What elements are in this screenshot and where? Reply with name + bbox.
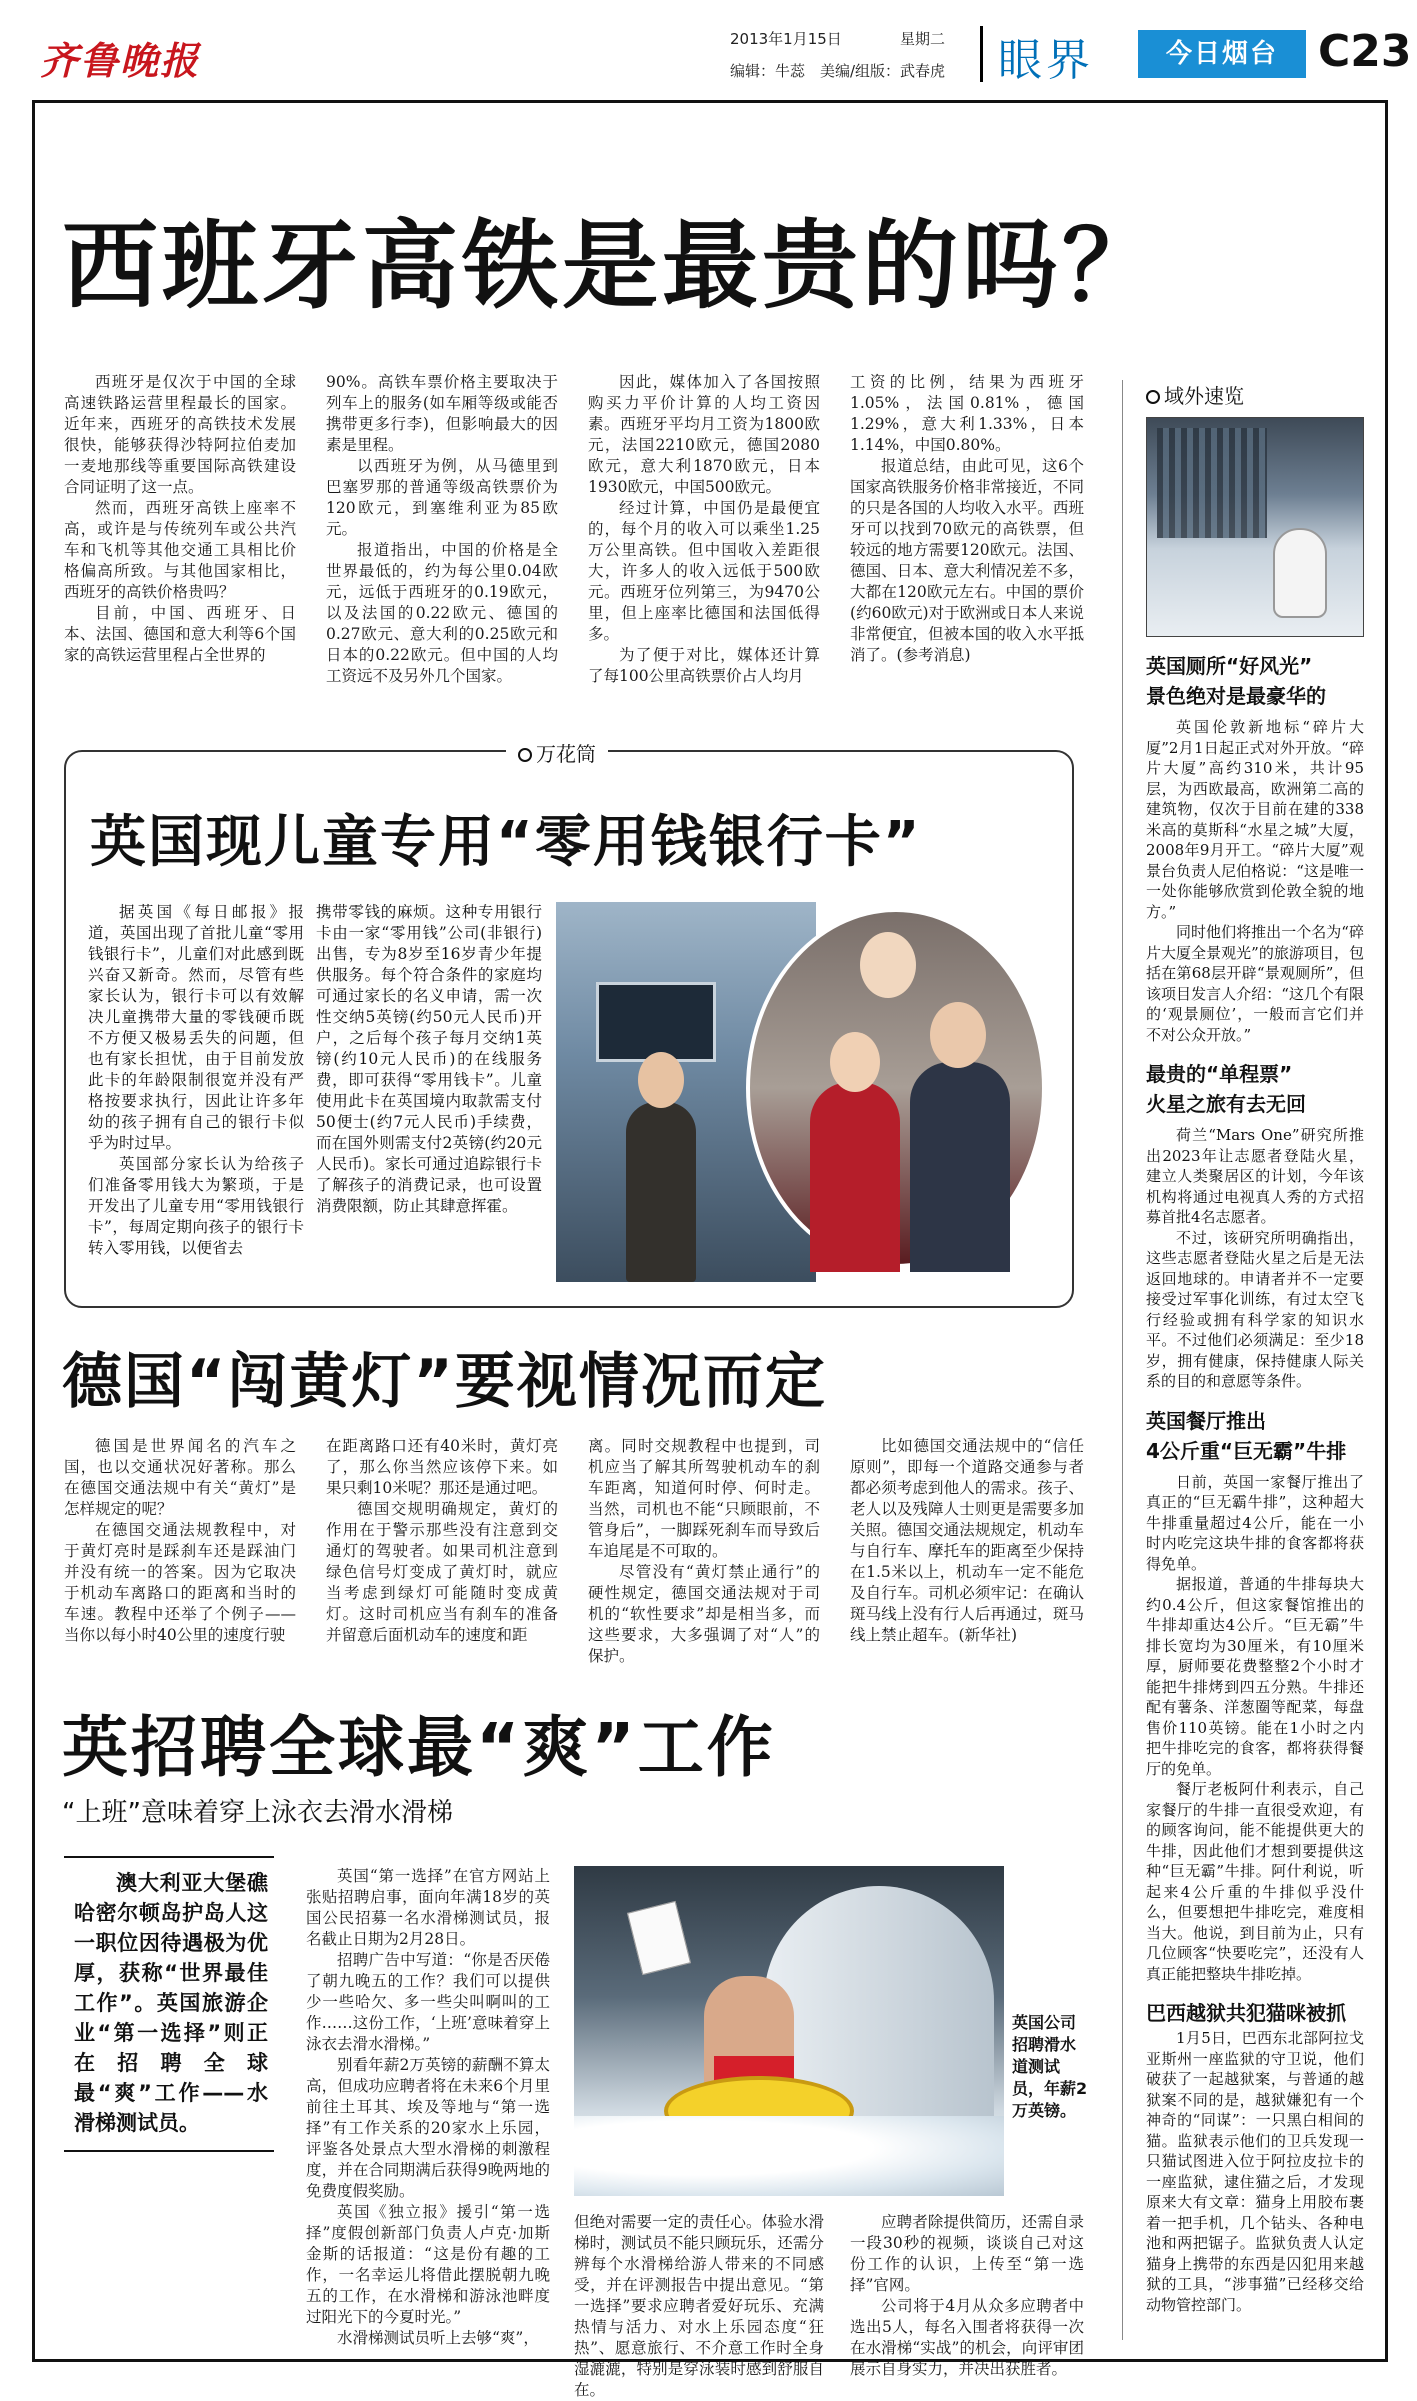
paragraph: 尽管没有“黄灯禁止通行”的硬性规定，德国交通法规对于司机的“软性要求”却是相当多，而这些要求，大多强调了对“人”的保护。 xyxy=(588,1563,820,1665)
water-slide-photo xyxy=(574,1866,1004,2192)
brief-headline: 最贵的“单程票” xyxy=(1146,1062,1293,1086)
box-story-col1 xyxy=(88,902,304,1259)
job-col2 xyxy=(574,2212,824,2401)
child-figure xyxy=(626,1102,696,1282)
brief-headline: 英国厕所“好风光” xyxy=(1146,654,1313,678)
children-bank-card-photo xyxy=(556,902,1056,1282)
toilet-shape xyxy=(1273,528,1327,618)
job-headline: 英招聘全球最“爽”工作 xyxy=(62,1709,776,1786)
paragraph: 应聘者除提供简历，还需自录一段30秒的视频，谈谈自己对这份工作的认识，上传至“第一选择”官网。 xyxy=(850,2213,1084,2294)
box-story-col2 xyxy=(316,902,542,1217)
paragraph: 同时他们将推出一个名为“碎片大厦全景观光”的旅游项目，包括在第68层开辟“景观厕所”，但该项目发言人介绍：“这几个有限的‘观景厕位’，一般而言它们并不对公众开放。” xyxy=(1146,923,1364,1044)
paragraph: 报道指出，中国的价格是全世界最低的，约为每公里0.04欧元，远低于西班牙的0.19欧元，以及法国的0.22欧元、德国的0.27欧元、意大利的0.25欧元和日本的0.22欧元。但中国的人均工资远不及另外几个国家。 xyxy=(326,541,558,685)
paragraph: 英国伦敦新地标“碎片大厦”2月1日起正式对外开放。“碎片大厦”高约310米，共计95层，为西欧最高，欧洲第二高的建筑物，仅次于目前在建的338米高的莫斯科“水星之城”大厦，2008年9月开工。“碎片大厦”观景台负责人尼伯格说：“这是唯一一处你能够欣赏到伦敦全貌的地方。” xyxy=(1146,718,1364,921)
brief-headline: 巴西越狱共犯猫咪被抓 xyxy=(1146,2001,1346,2025)
brief-subhead: 4公斤重“巨无霸”牛排 xyxy=(1146,1438,1347,1463)
paragraph: 以西班牙为例，从马德里到巴塞罗那的普通等级高铁票价为120欧元，到塞维利亚为85欧元。 xyxy=(326,457,558,538)
water-splash-shape xyxy=(574,2116,1004,2196)
brief-body xyxy=(1146,1125,1364,1392)
issue-weekday: 星期二 xyxy=(900,30,946,48)
box-tag xyxy=(506,738,608,767)
sidebar-tag xyxy=(1146,380,1364,409)
page-number: C23 xyxy=(1318,26,1412,77)
paragraph: 英国“第一选择”在官方网站上张贴招聘启事，面向年满18岁的英国公民招募一名水滑梯测试员，报名截止日期为2月28日。 xyxy=(306,1867,550,1948)
paragraph: 离。同时交规教程中也提到，司机应当了解其所驾驶机动车的刹车距离，知道何时停、何时走。当然，司机也不能“只顾眼前，不管身后”，一脚踩死刹车而导致后车追尾是不可取的。 xyxy=(588,1437,820,1560)
girl-face xyxy=(830,1032,880,1092)
sidebar-briefs xyxy=(1146,380,1364,2340)
paragraph: 在德国交通法规教程中，对于黄灯亮时是踩刹车还是踩油门并没有统一的答案。因为它取决于机动车离路口的距离和当时的车速。教程中还举了个例子——当你以每小时40公里的速度行驶 xyxy=(64,1521,296,1644)
paragraph: 别看年薪2万英镑的薪酬不算太高，但成功应聘者将在未来6个月里前往土耳其、埃及等地与“第一选择”有工作关系的20家水上乐园，评鉴各处景点大型水滑梯的刺激程度，并在合同期满后获得9晚两地的免费度假奖励。 xyxy=(306,2056,550,2200)
paragraph: 英国部分家长认为给孩子们准备零用钱大为繁琐，于是开发出了儿童专用“零用钱银行卡”，每周定期向孩子的银行卡转入零用钱，以便省去 xyxy=(88,1155,304,1257)
paragraph: 日前，英国一家餐厅推出了真正的“巨无霸牛排”，这种超大牛排重量超过4公斤，能在一小时内吃完这块牛排的食客都将获得免单。 xyxy=(1146,1472,1364,1573)
job-lead xyxy=(64,1856,274,2152)
paragraph: 据报道，普通的牛排每块大约0.4公斤，但这家餐馆推出的牛排却重达4公斤。“巨无霸”牛排长宽均为30厘米，有10厘米厚，厨师要花费整整2个小时才能把牛排烤到四五分熟。牛排还配有薯条、洋葱圈等配菜，每盘售价110英镑。能在1小时之内把牛排吃完的食客，都将获得餐厅的免单。 xyxy=(1146,1575,1364,1778)
paragraph: 因此，媒体加入了各国按照购买力平价计算的人均工资因素。西班牙平均月工资为1800欧元，法国2210欧元，德国2080欧元，意大利1870欧元，日本1930欧元，中国500欧元。 xyxy=(588,373,820,496)
job-subhead: “上班”意味着穿上泳衣去滑水滑梯 xyxy=(62,1798,453,1828)
job-col3 xyxy=(850,2212,1084,2380)
brief-headline: 英国餐厅推出 xyxy=(1146,1408,1266,1433)
brief-subhead: 景色绝对是最豪华的 xyxy=(1146,684,1326,708)
main-story-col1 xyxy=(64,372,296,666)
toilet-view-photo xyxy=(1146,417,1364,637)
germany-col4 xyxy=(850,1436,1084,1646)
boy-face xyxy=(930,1002,986,1068)
newspaper-logo: 齐鲁晚报 xyxy=(40,38,201,83)
main-story-col2 xyxy=(326,372,558,687)
paragraph: 比如德国交通法规中的“信任原则”，即每一个道路交通参与者都必须考虑到他人的需求。孩子、老人以及残障人士则更是需要多加关照。德国交通法规规定，机动车与自行车、摩托车的距离至少保持在1.5米以上，机动车一定不能危及自行车。司机必须牢记：在确认斑马线上没有行人后再通过，斑马线上禁止超车。(新华社) xyxy=(850,1437,1084,1644)
circle-icon xyxy=(518,748,532,762)
section-name: 眼界 xyxy=(998,35,1094,86)
sidebar-tag-label: 域外速览 xyxy=(1164,384,1244,408)
masthead-divider xyxy=(980,26,983,82)
paragraph: 公司将于4月从众多应聘者中选出5人，每名入围者将获得一次在水滑梯“实战”的机会，向评审团展示自身实力，并决出获胜者。 xyxy=(850,2297,1084,2378)
brief-body xyxy=(1146,2028,1364,2315)
paragraph: 英国《独立报》援引“第一选择”度假创新部门负责人卢克·加斯金斯的话报道：“这是份有趣的工作，一名幸运儿将借此摆脱朝九晚五的工作，在水滑梯和游泳池畔度过阳光下的今夏时光。” xyxy=(306,2203,550,2326)
main-story-col4 xyxy=(850,372,1084,666)
paragraph: 德国是世界闻名的汽车之国，也以交通状况好著称。那么在德国交通法规中有关“黄灯”是怎样规定的呢？ xyxy=(64,1437,296,1518)
brief-body xyxy=(1146,1472,1364,1985)
paragraph: 不过，该研究所明确指出，这些志愿者登陆火星之后是无法返回地球的。申请者并不一定要接受过军事化训练，有过太空飞行经验或拥有科学家的知识水平。不过他们必须满足：至少18岁，拥有健康，保持健康人际关系的目的和意愿等条件。 xyxy=(1146,1228,1364,1390)
sidebar-divider xyxy=(1122,380,1123,2340)
main-headline: 西班牙高铁是最贵的吗？ xyxy=(62,210,1162,322)
germany-col1 xyxy=(64,1436,296,1646)
adult-face xyxy=(860,932,916,998)
paragraph: 据英国《每日邮报》报道，英国出现了首批儿童“零用钱银行卡”，儿童们对此感到既兴奋又新奇。然而，尽管有些家长认为，银行卡可以有效解决儿童携带大量的零钱硬币既不方便又极易丢失的问题，但也有家长担忧，由于目前发放此卡的年龄限制很宽并没有严格按要求执行，因此让许多年幼的孩子拥有自己的银行卡似乎为时过早。 xyxy=(88,903,304,1152)
masthead xyxy=(40,24,1412,96)
paragraph: 然而，西班牙高铁上座率不高，或许是与传统列车或公共汽车和飞机等其他交通工具相比价格偏高所致。与其他国家相比，西班牙的高铁价格贵吗？ xyxy=(64,499,296,601)
editor-credits: 编辑：牛蕊 美编/组版：武春虎 xyxy=(730,62,946,80)
brief-subhead: 火星之旅有去无回 xyxy=(1146,1092,1306,1116)
feature-box xyxy=(64,742,1074,1308)
girl-coat xyxy=(810,1082,900,1272)
main-story-col3 xyxy=(588,372,820,687)
paragraph: 招聘广告中写道：“你是否厌倦了朝九晚五的工作？我们可以提供少一些哈欠、多一些尖叫啊叫的工作……这份工作，‘上班’意味着穿上泳衣去滑水滑梯。” xyxy=(306,1951,550,2053)
box-tag-label: 万花筒 xyxy=(536,742,596,766)
paragraph: 但绝对需要一定的责任心。体验水滑梯时，测试员不能只顾玩乐，还需分辨每个水滑梯给游人带来的不同感受，并在评测报告中提出意见。“第一选择”要求应聘者爱好玩乐、充满热情与活力、对水上乐园态度“狂热”、愿意旅行、不介意工作时全身湿漉漉，特别是穿泳装时感到舒服自在。 xyxy=(574,2213,824,2399)
paragraph: 90%。高铁车票价格主要取决于列车上的服务(如车厢等级或能否携带更多行李)，但影响最大的因素是里程。 xyxy=(326,373,558,454)
contract-paper-shape xyxy=(627,1901,691,1975)
paragraph: 荷兰“Mars One”研究所推出2023年让志愿者登陆火星，建立人类聚居区的计划，今年该机构将通过电视真人秀的方式招募首批4名志愿者。 xyxy=(1146,1126,1364,1226)
germany-headline: 德国“闯黄灯”要视情况而定 xyxy=(62,1347,827,1417)
paragraph: 工资的比例，结果为西班牙1.05%，法国0.81%，德国1.29%，意大利1.33%，日本1.14%，中国0.80%。 xyxy=(850,373,1084,454)
paragraph: 经过计算，中国仍是最便宜的，每个月的收入可以乘坐1.25万公里高铁。但中国收入差距很大，许多人的收入远低于500欧元。西班牙位列第三，为9470公里，但上座率比德国和法国低得多。 xyxy=(588,499,820,643)
city-view-shape xyxy=(1157,428,1267,538)
lead-paragraph: 澳大利亚大堡礁哈密尔顿岛护岛人这一职位因待遇极为优厚，获称“世界最佳工作”。英国旅游企业“第一选择”则正在招聘全球最“爽”工作——水滑梯测试员。 xyxy=(74,1871,268,2135)
germany-col3 xyxy=(588,1436,820,1667)
family-inset-photo xyxy=(746,908,1046,1268)
edition-badge: 今日烟台 xyxy=(1138,30,1306,78)
box-headline: 英国现儿童专用“零用钱银行卡” xyxy=(90,810,922,875)
paragraph: 1月5日，巴西东北部阿拉戈亚斯州一座监狱的守卫说，他们破获了一起越狱案，与普通的越狱案不同的是，越狱嫌犯有一个神奇的“同谋”：一只黑白相间的猫。监狱表示他们的卫兵发现一只猫试图进入位于阿拉皮拉卡的一座监狱，逮住猫之后，才发现原来大有文章：猫身上用胶布裹着一把手机，几个钻头、各种电池和两把锯子。监狱负责人认定猫身上携带的东西是囚犯用来越狱的工具，“涉事猫”已经移交给动物管控部门。 xyxy=(1146,2029,1364,2314)
paragraph: 水滑梯测试员听上去够“爽”， xyxy=(337,2329,539,2347)
job-col1 xyxy=(306,1866,550,2349)
paragraph: 报道总结，由此可见，这6个国家高铁服务价格非常接近，不同的只是各国的人均收入水平。西班牙可以找到70欧元的高铁票，但较远的地方需要120欧元。法国、德国、日本、意大利情况差不多，大都在120欧元左右。中国的票价(约60欧元)对于欧洲或日本人来说非常便宜，但被本国的收入水平抵消了。(参考消息) xyxy=(850,457,1084,664)
germany-col2 xyxy=(326,1436,558,1646)
paragraph: 在距离路口还有40米时，黄灯亮了，那么你当然应该停下来。如果只剩10米呢？那还是通过吧。 xyxy=(326,1437,558,1497)
atm-screen-shape xyxy=(596,982,716,1062)
photo-caption: 英国公司招聘滑水道测试员，年薪2万英镑。 xyxy=(1012,2013,1088,2120)
child-head xyxy=(638,1052,684,1108)
paragraph: 德国交规明确规定，黄灯的作用在于警示那些没有注意到交通灯的驾驶者。如果司机注意到绿色信号灯变成了黄灯时，就应当考虑到绿灯可能随时变成黄灯。这时司机应当有刹车的准备并留意后面机动车的速度和距 xyxy=(326,1500,558,1644)
issue-date: 2013年1月15日 xyxy=(730,30,842,48)
paragraph: 西班牙是仅次于中国的全球高速铁路运营里程最长的国家。近年来，西班牙的高铁技术发展很快，能够获得沙特阿拉伯麦加一麦地那线等重要国际高铁建设合同证明了这一点。 xyxy=(64,373,296,496)
paragraph: 目前，中国、西班牙、日本、法国、德国和意大利等6个国家的高铁运营里程占全世界的 xyxy=(64,604,296,664)
boy-figure xyxy=(910,1062,1010,1272)
paragraph: 餐厅老板阿什利表示，自己家餐厅的牛排一直很受欢迎，有的顾客询问，能不能提供更大的牛排，因此他们才想到要提供这种“巨无霸”牛排。阿什利说，听起来4公斤重的牛排似乎没什么，但要想把牛排吃完，难度相当大。他说，到目前为止，只有几位顾客“快要吃完”，还没有人真正能把整块牛排吃掉。 xyxy=(1146,1780,1364,1983)
paragraph: 为了便于对比，媒体还计算了每100公里高铁票价占人均月 xyxy=(588,646,820,685)
circle-icon xyxy=(1146,390,1160,404)
paragraph: 携带零钱的麻烦。这种专用银行卡由一家“零用钱”公司(非银行)出售，专为8岁至16岁青少年提供服务。每个符合条件的家庭均可通过家长的名义申请，需一次性交纳5英镑(约50元人民币)开户，之后每个孩子每月交纳1英镑(约10元人民币)的在线服务费，即可获得“零用钱卡”。儿童使用此卡在英国境内取款需支付50便士(约7元人民币)手续费，而在国外则需支付2英镑(约20元人民币)。家长可通过追踪银行卡了解孩子的消费记录，也可设置消费限额，防止其肆意挥霍。 xyxy=(316,903,542,1215)
brief-body xyxy=(1146,717,1364,1045)
